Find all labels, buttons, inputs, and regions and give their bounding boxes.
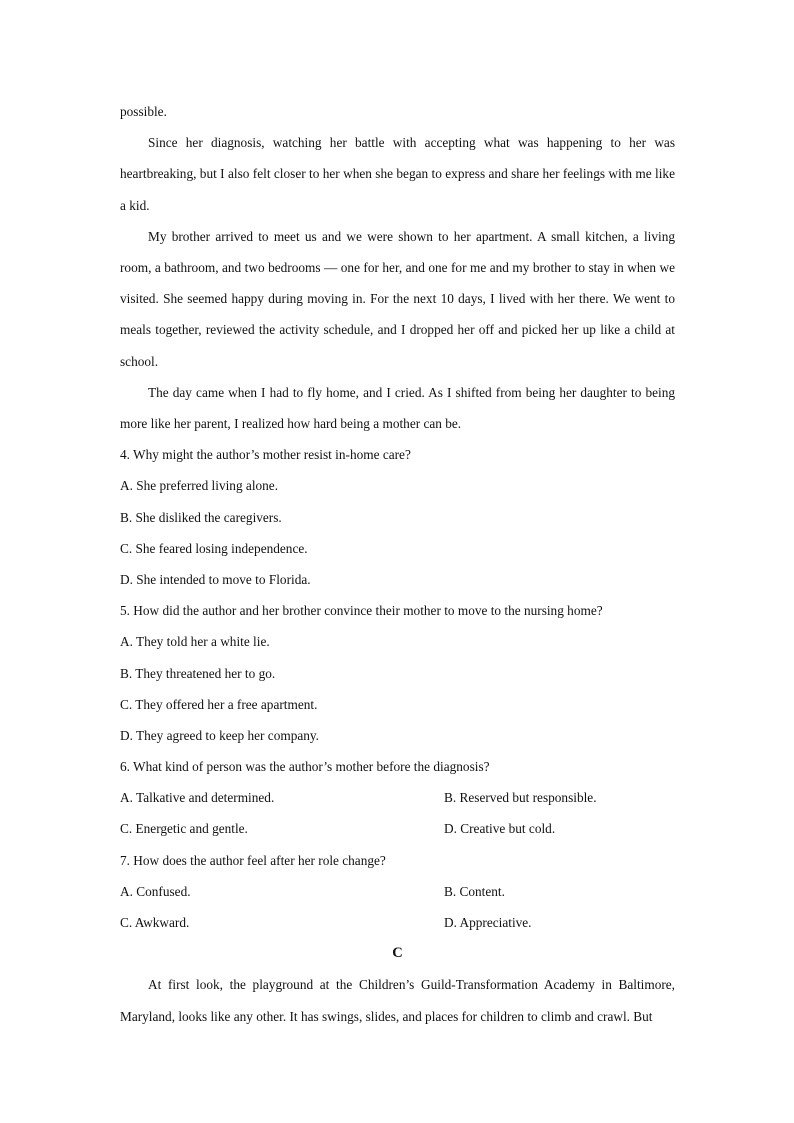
section-heading-c: C [392, 945, 403, 962]
paragraph-continuation: possible. [120, 104, 167, 119]
question-7-option-d: D. Appreciative. [444, 915, 532, 931]
question-6-options-row-1 [120, 782, 675, 813]
paragraph-diagnosis: Since her diagnosis, watching her battle with accepting what was happening to her was heartbreaking, but I also felt closer to her when she began to express and share her feelings with me like a kid. [120, 135, 675, 213]
question-7-option-b: B. Content. [444, 883, 505, 899]
question-5-option-c: C. They offered her a free apartment. [120, 696, 318, 712]
question-5-option-b: B. They threatened her to go. [120, 665, 276, 681]
question-4-option-c: C. She feared losing independence. [120, 540, 308, 556]
question-5-stem: 5. How did the author and her brother convince their mother to move to the nursing home? [120, 603, 603, 619]
question-7-options-row-1 [120, 876, 675, 907]
question-7-stem: 7. How does the author feel after her role change? [120, 852, 386, 868]
question-4-option-a: A. She preferred living alone. [120, 478, 279, 494]
question-6-option-a: A. Talkative and determined. [120, 790, 275, 806]
question-6-stem: 6. What kind of person was the author’s mother before the diagnosis? [120, 759, 490, 775]
paragraph-playground: At first look, the playground at the Children’s Guild-Transformation Academy in Baltimore, Maryland, looks like any other. It has swings, slides, and places for children to climb and crawl. But [120, 977, 675, 1024]
paragraph-apartment: My brother arrived to meet us and we were shown to her apartment. A small kitchen, a living room, a bathroom, and two bedrooms — one for her, and one for me and my brother to stay in when we visited. She seemed happy during moving in. For the next 10 days, I lived with her there. We went to meals together, reviewed the activity schedule, and I dropped her off and picked her up like a child at school. [120, 228, 675, 369]
question-4-stem: 4. Why might the author’s mother resist in-home care? [120, 447, 411, 463]
question-6-option-d: D. Creative but cold. [444, 821, 556, 837]
question-6-option-c: C. Energetic and gentle. [120, 821, 248, 837]
question-6-options-row-2 [120, 813, 675, 844]
document-page [120, 96, 675, 1032]
question-7-option-a: A. Confused. [120, 883, 191, 899]
question-7-option-c: C. Awkward. [120, 915, 190, 931]
question-6-option-b: B. Reserved but responsible. [444, 790, 597, 806]
question-5-option-a: A. They told her a white lie. [120, 634, 270, 650]
question-7-options-row-2 [120, 907, 675, 938]
paragraph-fly-home: The day came when I had to fly home, and I cried. As I shifted from being her daughter to being more like her parent, I realized how hard being a mother can be. [120, 384, 675, 432]
question-4-option-b: B. She disliked the caregivers. [120, 509, 282, 525]
question-5-option-d: D. They agreed to keep her company. [120, 727, 320, 743]
question-4-option-d: D. She intended to move to Florida. [120, 571, 311, 587]
